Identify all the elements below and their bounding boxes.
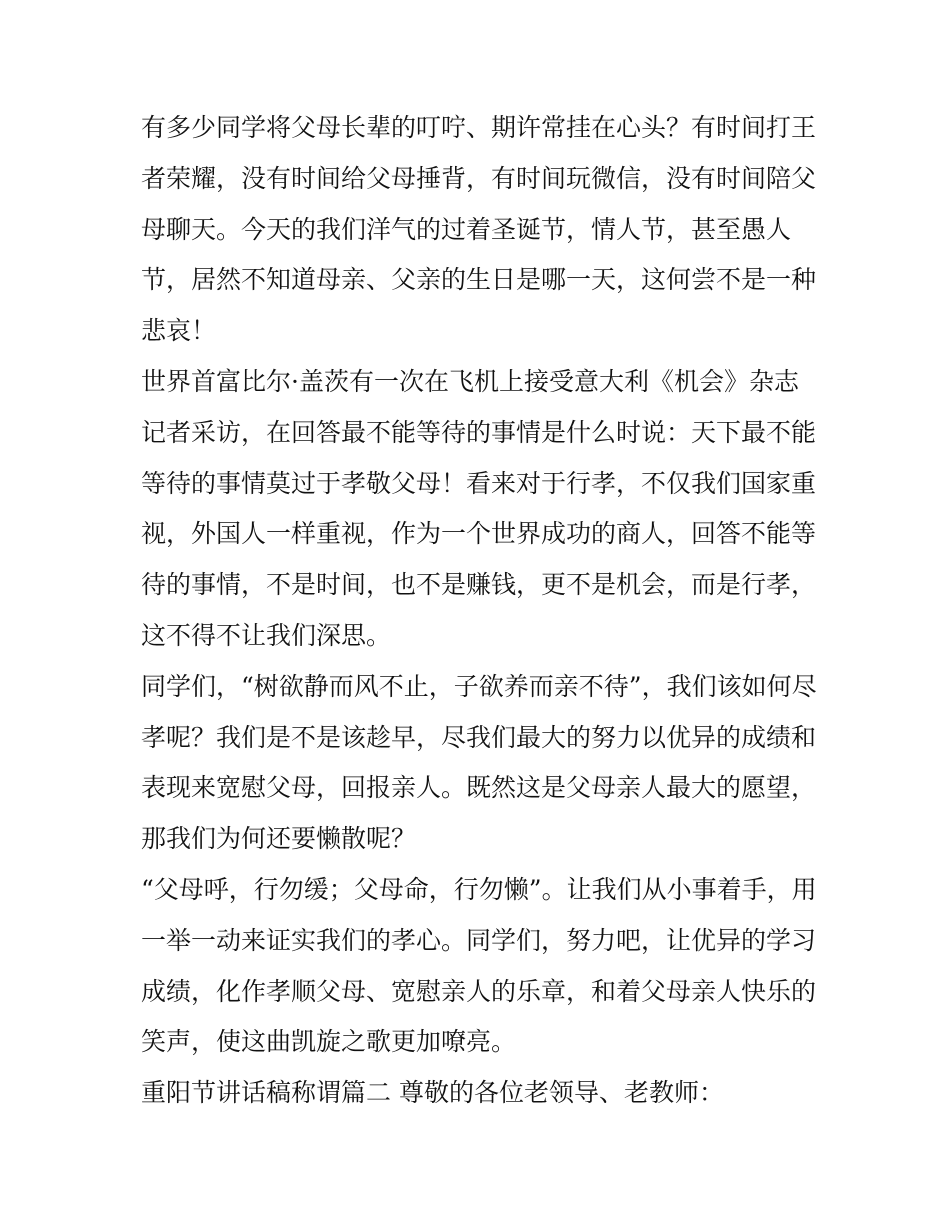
text-line: 等待的事情莫过于孝敬父母！看来对于行孝，不仅我们国家重 <box>141 468 817 498</box>
paragraph-4 <box>141 865 817 1068</box>
text-line: 表现来宽慰父母，回报亲人。既然这是父母亲人最大的愿望， <box>141 773 817 803</box>
paragraph-1 <box>141 103 817 357</box>
text-line: 记者采访，在回答最不能等待的事情是什么时说：天下最不能 <box>141 417 817 447</box>
text-line: 视，外国人一样重视，作为一个世界成功的商人，回答不能等 <box>141 519 817 549</box>
text-line: 悲哀！ <box>141 316 217 346</box>
text-line: 者荣耀，没有时间给父母捶背，有时间玩微信，没有时间陪父 <box>141 163 817 193</box>
text-line: 节，居然不知道母亲、父亲的生日是哪一天，这何尝不是一种 <box>141 265 817 295</box>
paragraph-5 <box>141 1068 813 1119</box>
text-line: 重阳节讲话稿称谓篇二 尊敬的各位老领导、老教师： <box>141 1078 724 1108</box>
text-line: 成绩，化作孝顺父母、宽慰亲人的乐章，和着父母亲人快乐的 <box>141 976 817 1006</box>
text-line: 那我们为何还要懒散呢？ <box>141 824 417 854</box>
text-line: 笑声，使这曲凯旋之歌更加嘹亮。 <box>141 1027 517 1057</box>
text-line: 孝呢？我们是不是该趁早，尽我们最大的努力以优异的成绩和 <box>141 722 817 752</box>
text-line: 世界首富比尔·盖茨有一次在飞机上接受意大利《机会》杂志 <box>141 366 799 396</box>
document-body <box>141 103 817 1119</box>
text-line: 母聊天。今天的我们洋气的过着圣诞节，情人节，甚至愚人 <box>141 214 792 244</box>
text-line: 有多少同学将父母长辈的叮咛、期许常挂在心头？有时间打王 <box>141 113 817 142</box>
text-line: “父母呼，行勿缓；父母命，行勿懒”。让我们从小事着手，用 <box>141 874 817 904</box>
text-line: 待的事情，不是时间，也不是赚钱，更不是机会，而是行孝， <box>141 570 817 600</box>
text-line: 这不得不让我们深思。 <box>141 620 392 650</box>
paragraph-2 <box>141 357 817 662</box>
text-line: 一举一动来证实我们的孝心。同学们，努力吧，让优异的学习 <box>141 925 817 955</box>
text-line: 同学们，“树欲静而风不止，子欲养而亲不待”，我们该如何尽 <box>141 671 817 701</box>
paragraph-3 <box>141 662 817 865</box>
